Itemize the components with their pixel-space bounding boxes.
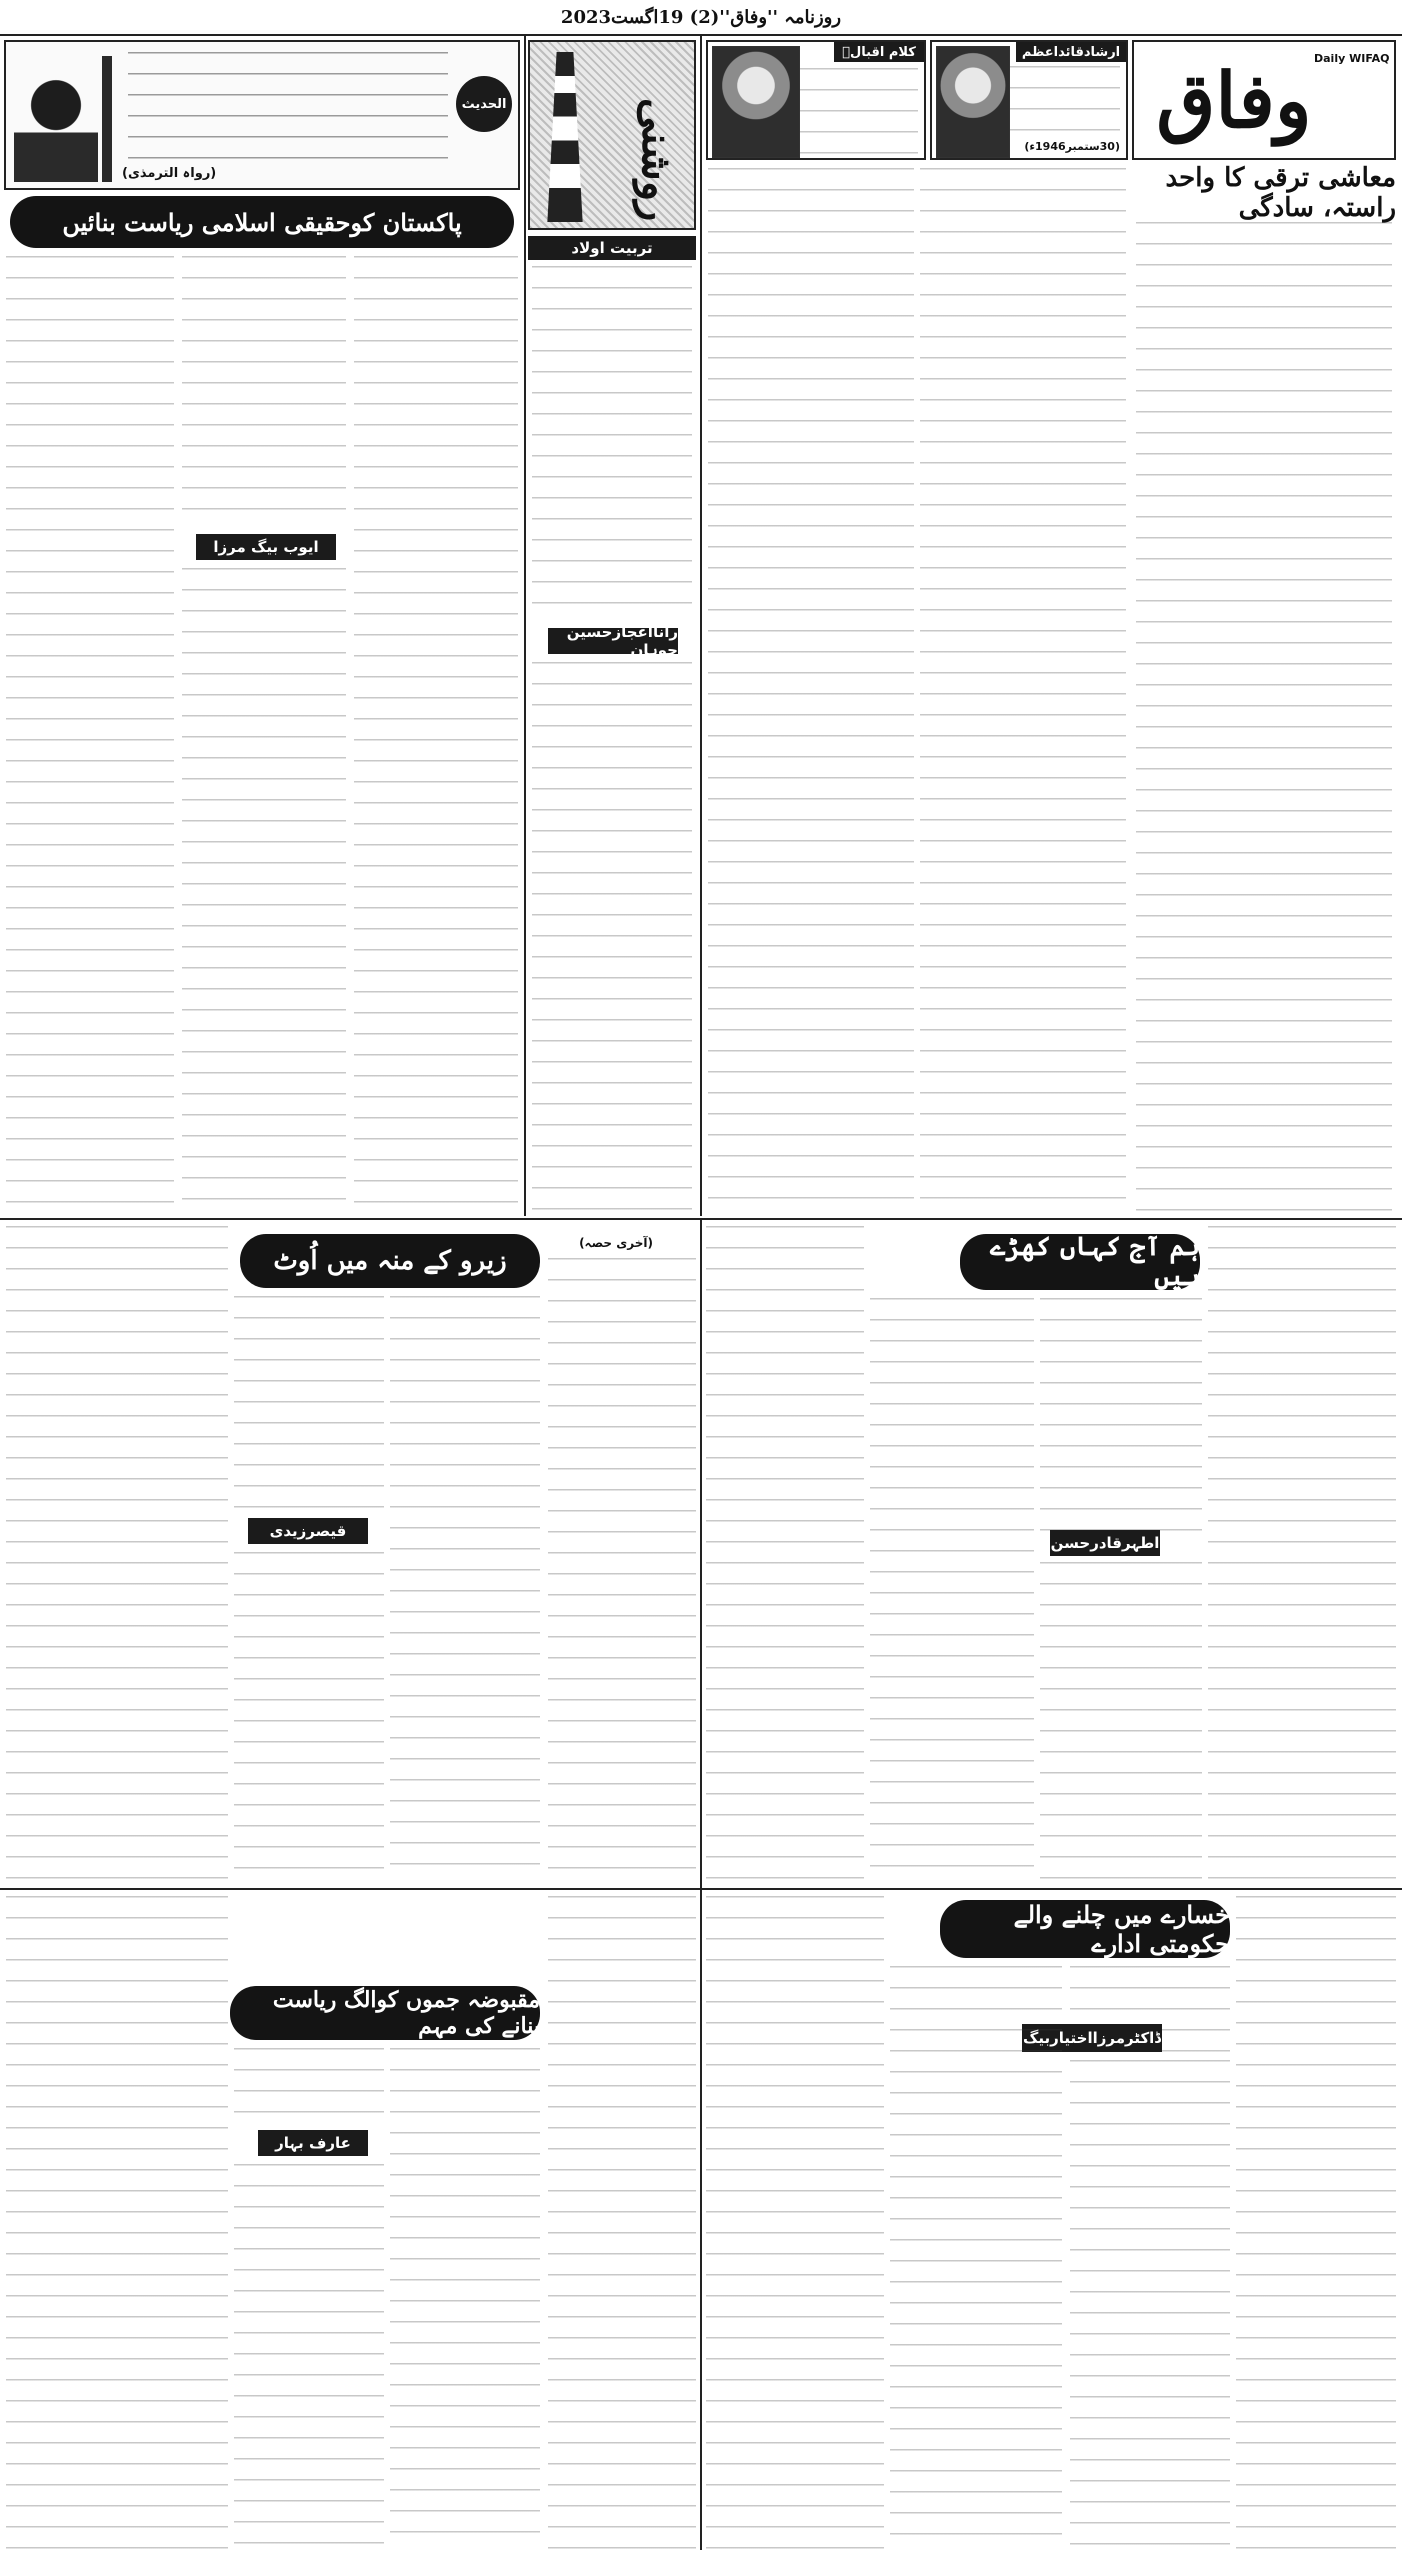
roshni-author: رانااعجازحسین چوہان (548, 628, 678, 654)
roshni-column-text-1 (532, 266, 692, 616)
editorial-headline: معاشی ترقی کا واحد راستہ، سادگی (1165, 163, 1396, 223)
column-divider (700, 36, 702, 1216)
quaid-quote-box (930, 40, 1128, 160)
article-kashmir-headline: مقبوضہ جموں کوالگ ریاست بنانے کی مہم (230, 1986, 540, 2040)
article-zero-col-1 (548, 1258, 696, 1882)
article-today-col-4 (706, 1226, 864, 1882)
article-loss-col-3 (890, 1966, 1062, 2550)
hadith-reference: (رواہ الترمذی) (122, 166, 217, 181)
date-line-text: روزنامہ ''وفاق''(2) 19اگست2023 (560, 6, 842, 28)
masthead (1132, 40, 1396, 160)
article-loss-col-1 (1236, 1896, 1396, 2550)
article-zero-col-3a (234, 1296, 384, 1512)
article-today-col-2a (1040, 1298, 1202, 1538)
hadith-label: الحدیث (456, 76, 512, 132)
article-loss-author: ڈاکٹرمرزااختیاربیگ (1022, 2024, 1162, 2052)
date-line (0, 0, 1402, 36)
iqbal-portrait (712, 46, 800, 158)
article-kashmir-col-1 (548, 1896, 696, 2550)
column-divider (524, 36, 526, 1216)
iqbal-poetry-box (706, 40, 926, 160)
article-loss-headline: خسارے میں چلنے والے حکومتی ادارے (940, 1900, 1230, 1958)
article-today-author: اطہرقادرحسن (1050, 1530, 1160, 1556)
article-today-headline: ہم آج کہاں کھڑے ہیں (960, 1234, 1200, 1290)
mosque-icon (14, 58, 98, 182)
article-zero-col-4 (6, 1226, 228, 1882)
editorial-text-col-1 (1136, 222, 1392, 1212)
article-zero-author: قیصرزیدی (248, 1518, 368, 1544)
article-pk-headline: پاکستان کوحقیقی اسلامی ریاست بنائیں (10, 196, 514, 248)
lighthouse-icon (544, 52, 586, 222)
hadith-text (128, 52, 448, 164)
article-today-col-1 (1208, 1226, 1396, 1882)
iqbal-verse (800, 68, 918, 156)
section-divider (0, 1888, 1402, 1890)
article-pk-col-2a (182, 256, 346, 526)
roshni-title: روشنی (633, 98, 682, 222)
article-today-col-2b (1040, 1562, 1202, 1882)
minaret-icon (102, 56, 112, 182)
article-zero-part-note: (آخری حصہ) (579, 1236, 653, 1250)
masthead-latin: Daily WIFAQ (1314, 52, 1390, 65)
article-pk-author: ایوب بیگ مرزا (196, 534, 336, 560)
article-kashmir-author: عارف بہار (258, 2130, 368, 2156)
article-zero-headline: زیرو کے منہ میں اُوٹ (240, 1234, 540, 1288)
column-divider (700, 1220, 702, 2550)
iqbal-tab: کلام اقبالؒ (834, 42, 924, 62)
article-pk-col-1 (354, 256, 518, 1212)
article-zero-col-3b (234, 1552, 384, 1882)
editorial-text-col-2 (920, 168, 1126, 1212)
roshni-header (528, 40, 696, 230)
quaid-quote-year: (30ستمبر1946ء) (1024, 140, 1120, 153)
masthead-logo: وفاق (1156, 56, 1312, 145)
quaid-portrait (936, 46, 1010, 158)
article-kashmir-col-4 (6, 1896, 228, 2550)
quaid-quote-tab: ارشادقائداعظم (1016, 42, 1126, 62)
quaid-quote-text (1010, 66, 1120, 138)
article-pk-col-3 (6, 256, 174, 1212)
article-pk-col-2b (182, 568, 346, 1212)
article-kashmir-col-3a (234, 2048, 384, 2124)
article-loss-col-4 (706, 1896, 884, 2550)
article-today-col-3 (870, 1298, 1034, 1882)
article-kashmir-col-2 (390, 2048, 540, 2550)
roshni-column-text-2 (532, 662, 692, 1212)
editorial-text-col-3 (708, 168, 914, 1212)
article-loss-col-2b (1070, 2060, 1230, 2550)
roshni-subtitle: تربیت اولاد (528, 236, 696, 260)
article-kashmir-col-3b (234, 2164, 384, 2550)
hadith-box (4, 40, 520, 190)
article-zero-col-2 (390, 1296, 540, 1882)
